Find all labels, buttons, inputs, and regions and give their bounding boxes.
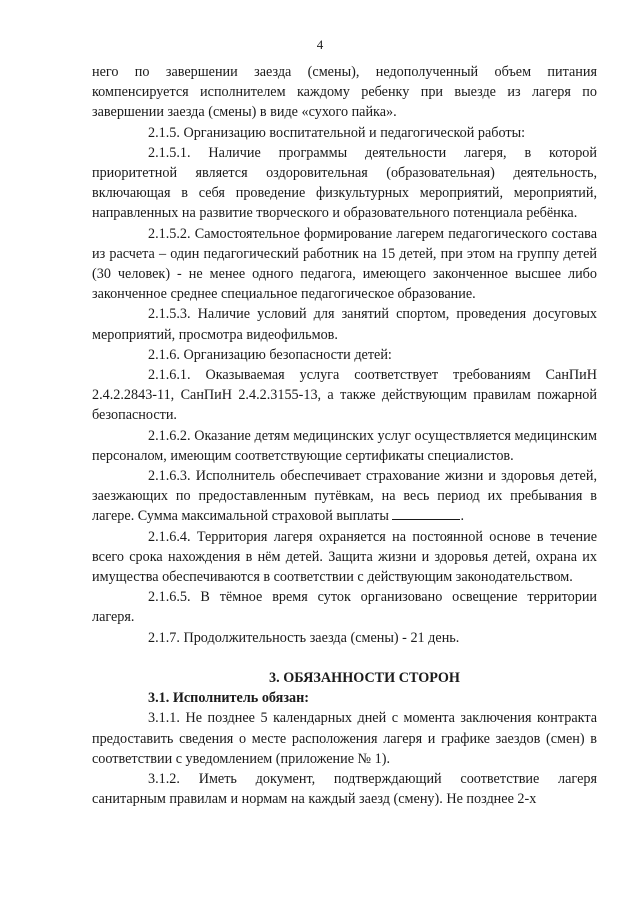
paragraph-2-1-6-5: 2.1.6.5. В тёмное время суток организовано освещение территории лагеря. (92, 589, 597, 626)
paragraph-2-1-5-1: 2.1.5.1. Наличие программы деятельности лагеря, в которой приоритетной является оздоровительная (образовательная) деятельность, включающая в себя проведение физкультурных мероприятий, мероприятий, направленных на развитие творческого и образовательного потенциала ребёнка. (92, 144, 597, 222)
paragraph-2-1-6-1: 2.1.6.1. Оказываемая услуга соответствует требованиям СанПиН 2.4.2.2843-11, СанПиН 2.4.2.3155-13, а также действующим правилам пожарной безопасности. (92, 367, 597, 424)
page-number: 4 (316, 37, 324, 52)
paragraph-2-1-6-4: 2.1.6.4. Территория лагеря охраняется на постоянной основе в течение всего срока нахождения в нём детей. Защита жизни и здоровья детей, охрана их имущества обеспечиваются в соответствии с действующим законодательством. (92, 528, 597, 586)
paragraph-2-1-6-3 (92, 466, 597, 527)
blank-line (392, 507, 460, 520)
document-body (92, 62, 597, 809)
paragraph-2-1-5-3: 2.1.5.3. Наличие условий для занятий спортом, проведения досуговых мероприятий, просмотра видеофильмов. (92, 306, 597, 343)
paragraph-2-1-6-3-end: . (460, 508, 464, 525)
paragraph-2-1-6: 2.1.6. Организацию безопасности детей: (148, 346, 392, 363)
paragraph-3-1-2: 3.1.2. Иметь документ, подтверждающий соответствие лагеря санитарным правилам и нормам на каждый заезд (смену). Не позднее 2-х (92, 770, 597, 808)
paragraph-3-1-1: 3.1.1. Не позднее 5 календарных дней с момента заключения контракта предоставить сведения о месте расположения лагеря и графике заездов (смен) в соответствии с уведомлением (приложение № 1). (92, 710, 597, 767)
paragraph-continuation: него по завершении заезда (смены), недополученный объем питания компенсируется исполнителем каждому ребенку при выезде из лагеря по завершении заезда (смены) в виде «сухого пайка». (92, 64, 597, 121)
paragraph-2-1-7: 2.1.7. Продолжительность заезда (смены) - 21 день. (148, 629, 460, 646)
paragraph-2-1-5: 2.1.5. Организацию воспитательной и педагогической работы: (148, 124, 526, 141)
subsection-heading: 3.1. Исполнитель обязан: (148, 690, 310, 707)
paragraph-2-1-5-2: 2.1.5.2. Самостоятельное формирование лагерем педагогического состава из расчета – один педагогический работник на 15 детей, при этом на группу детей (30 человек) - не менее одного педагога, имеющего законченное высшее либо законченное среднее специальное педагогическое образование. (92, 225, 597, 303)
section-heading: 3. ОБЯЗАННОСТИ СТОРОН (269, 669, 460, 686)
paragraph-2-1-6-2: 2.1.6.2. Оказание детям медицинских услуг осуществляется медицинским персоналом, имеющим соответствующие сертификаты специалистов. (92, 427, 597, 464)
paragraph-2-1-6-3-text: 2.1.6.3. Исполнитель обеспечивает страхование жизни и здоровья детей, заезжающих по предоставленным путёвкам, на весь период их пребывания в лагере. Сумма максимальной страховой выплаты (92, 468, 597, 525)
